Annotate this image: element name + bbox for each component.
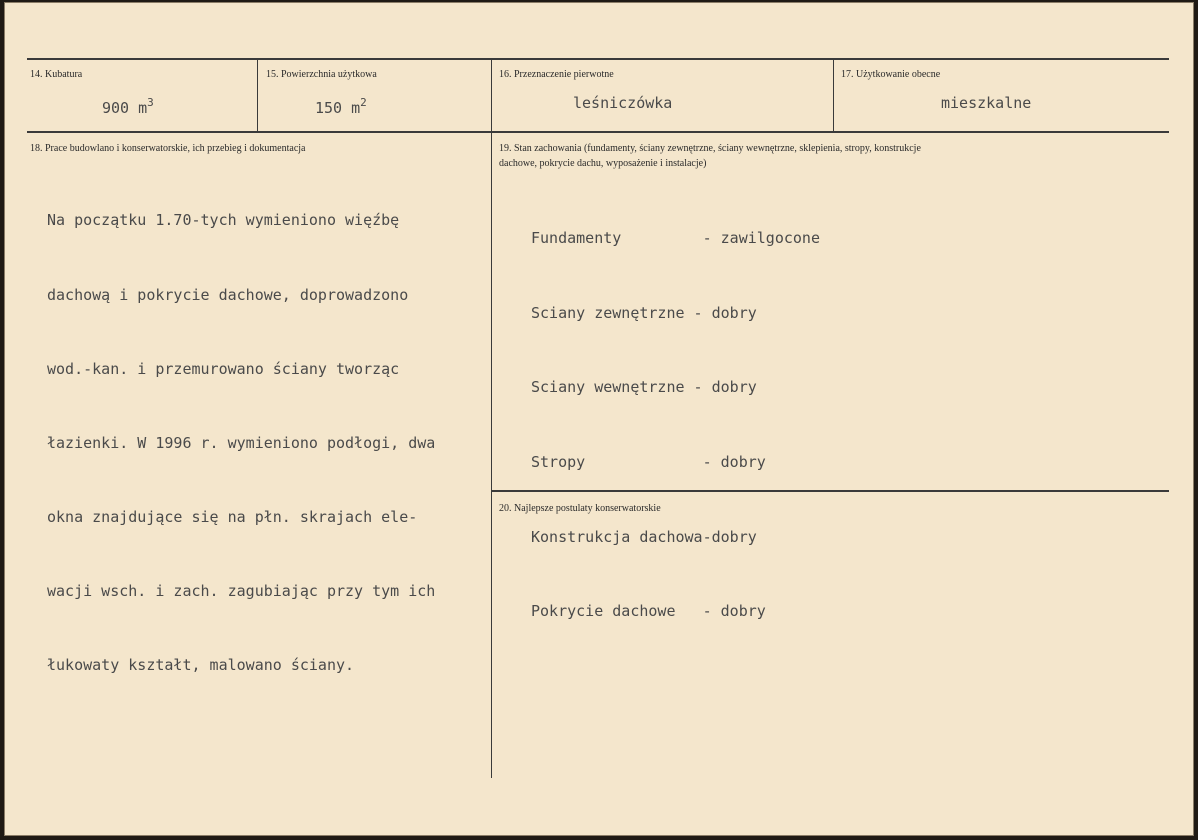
section-19-label [499, 141, 1159, 171]
section-18-line: wacji wsch. i zach. zagubiając przy tym ich [47, 581, 436, 600]
condition-item: Konstrukcja dachowa-dobry [531, 527, 757, 546]
section-19-label-line: dachowe, pokrycie dachu, wyposażenie i instalacje) [499, 158, 707, 169]
divider-18-19 [491, 132, 492, 778]
condition-item: Fundamenty - zawilgocone [531, 228, 820, 247]
field-15-value [315, 94, 367, 117]
divider-14-15 [257, 59, 258, 132]
section-18-line: wod.-kan. i przemurowano ściany tworząc [47, 359, 400, 378]
header-row-rule [27, 131, 1169, 133]
section-18-label: 18. Prace budowlano i konserwatorskie, ich przebieg i dokumentacja [30, 143, 306, 154]
field-17-value: mieszkalne [941, 94, 1032, 112]
field-14-value [102, 94, 154, 117]
volume-value: 900 m [102, 99, 148, 117]
section-18-line: łazienki. W 1996 r. wymieniono podłogi, dwa [47, 433, 436, 452]
section-18-line: okna znajdujące się na płn. skrajach ele- [47, 507, 418, 526]
section-19-label-line: 19. Stan zachowania (fundamenty, ściany zewnętrzne, ściany wewnętrzne, sklepienia, stropy, konstrukcje [499, 143, 921, 154]
section-20-label: 20. Najlepsze postulaty konserwatorskie [499, 503, 661, 514]
area-value: 150 m [315, 99, 361, 117]
field-16-value: leśniczówka [573, 94, 673, 112]
section-18-line: Na początku 1.70-tych wymieniono więźbę [47, 211, 400, 230]
condition-item: Sciany zewnętrzne - dobry [531, 303, 757, 322]
field-14-label: 14. Kubatura [30, 69, 83, 80]
inventory-card [4, 2, 1194, 836]
divider-15-16 [491, 59, 492, 132]
section-18-line: łukowaty kształt, malowano ściany. [47, 656, 355, 675]
divider-16-17 [833, 59, 834, 132]
area-exponent: 2 [360, 96, 367, 109]
section-18-line: dachową i pokrycie dachowe, doprowadzono [47, 285, 409, 304]
volume-exponent: 3 [147, 96, 154, 109]
top-rule [27, 58, 1169, 60]
condition-item: Stropy - dobry [531, 452, 766, 471]
section-18-text [47, 159, 435, 727]
field-16-label: 16. Przeznaczenie pierwotne [499, 69, 614, 80]
condition-item: Sciany wewnętrzne - dobry [531, 378, 757, 397]
condition-item: Pokrycie dachowe - dobry [531, 602, 766, 621]
field-17-label: 17. Użytkowanie obecne [841, 69, 941, 80]
condition-list [531, 176, 820, 674]
field-15-label: 15. Powierzchnia użytkowa [266, 69, 377, 80]
